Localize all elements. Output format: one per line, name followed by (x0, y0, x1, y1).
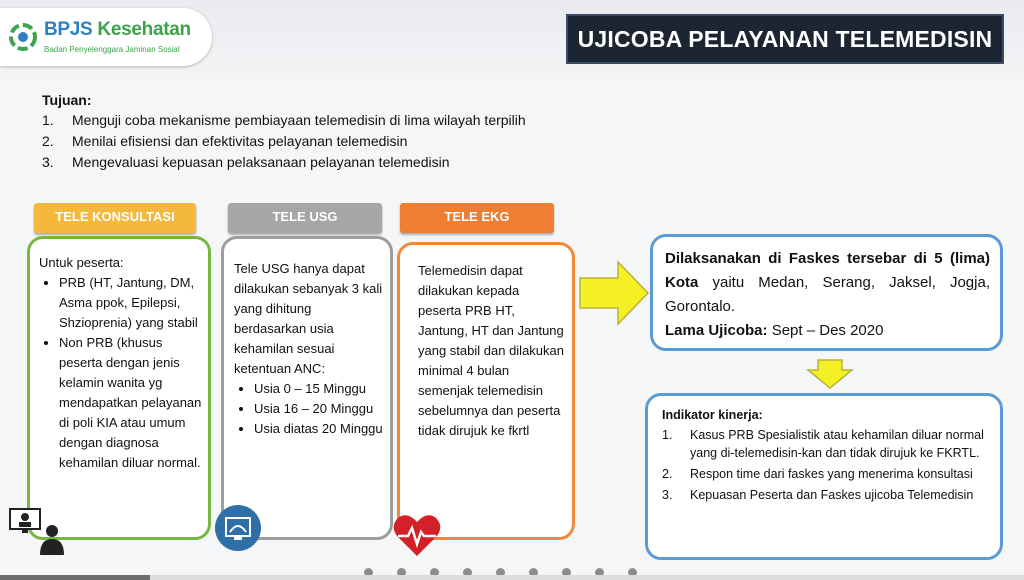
heart-ecg-icon (392, 512, 442, 558)
usg-intro: Tele USG hanya dapat dilakukan sebanyak 3 kali yang dihitung berdasarkan usia kehamilan sesuai ketentuan ANC: (234, 261, 383, 376)
indicator-item: 1. Kasus PRB Spesialistik atau kehamilan diluar normal yang di-telemedisin-kan dan tidak dirujuk ke FKRTL. (662, 428, 984, 460)
logo-title: BPJS Kesehatan (44, 19, 191, 40)
goal-item: 1. Menguji coba mekanisme pembiayaan telemedisin di lima wilayah terpilih (42, 112, 526, 128)
ultrasound-icon (214, 504, 262, 552)
indicators-box (645, 393, 1003, 560)
usg-bullet: • Usia 16 – 20 Minggu (254, 399, 384, 419)
video-progress-played[interactable] (0, 575, 150, 580)
logo-subtitle: Badan Penyelenggara Jaminan Sosial (44, 45, 180, 54)
konsultasi-intro: Untuk peserta: (39, 255, 124, 270)
indicator-item: 2. Respon time dari faskes yang menerima konsultasi (662, 467, 973, 481)
video-progress-track[interactable] (150, 575, 1024, 580)
tele-ekg-box (397, 242, 575, 540)
indicator-item: 3. Kepuasan Peserta dan Faskes ujicoba Telemedisin (662, 488, 974, 502)
tag-tele-usg: TELE USG (228, 203, 382, 233)
bpjs-logo (0, 8, 212, 66)
ekg-text: Telemedisin dapat dilakukan kepada peserta PRB HT, Jantung, HT dan Jantung yang stabil dan dilakukan minimal 4 bulan semenjak telemedisin sebelumnya dan peserta tidak dirujuk ke fkrtl (418, 263, 564, 438)
down-arrow-icon (806, 358, 854, 390)
bpjs-logo-icon (8, 22, 38, 52)
tele-konsultasi-box (27, 236, 211, 540)
konsultasi-bullet: • PRB (HT, Jantung, DM, Asma ppok, Epilepsi, Shziopreniа) yang stabil (59, 273, 202, 333)
usg-bullet: • Usia diatas 20 Minggu (254, 419, 384, 439)
konsultasi-bullet: • Non PRB (khusus peserta dengan jenis kelamin wanita yg mendapatkan pelayanan di poli KIA atau umum dengan diagnosa kehamilan diluar normal. (59, 333, 202, 473)
location-box (650, 234, 1003, 351)
goal-item: 2. Menilai efisiensi dan efektivitas pelayanan telemedisin (42, 133, 408, 149)
tag-tele-ekg: TELE EKG (400, 203, 554, 233)
goals-label: Tujuan: (42, 92, 92, 108)
location-bold: Dilaksanakan di Faskes tersebar di 5 (lima) Kota (665, 250, 990, 291)
usg-bullet: • Usia 0 – 15 Minggu (254, 379, 384, 399)
duration-label: Lama Ujicoba: (665, 322, 768, 339)
tag-tele-konsultasi: TELE KONSULTASI (34, 203, 196, 233)
goal-item: 3. Mengevaluasi kepuasan pelaksanaan pelayanan telemedisin (42, 154, 450, 170)
tele-usg-box (221, 236, 393, 540)
location-cities: yaitu Medan, Serang, Jaksel, Jogja, Gorontalo. (665, 274, 990, 315)
indicators-label: Indikator kinerja: (662, 408, 763, 422)
right-arrow-icon (578, 260, 650, 326)
doctor-computer-icon (8, 505, 66, 555)
duration-value: Sept – Des 2020 (767, 322, 884, 339)
page-title: UJICOBA PELAYANAN TELEMEDISIN (566, 14, 1004, 64)
